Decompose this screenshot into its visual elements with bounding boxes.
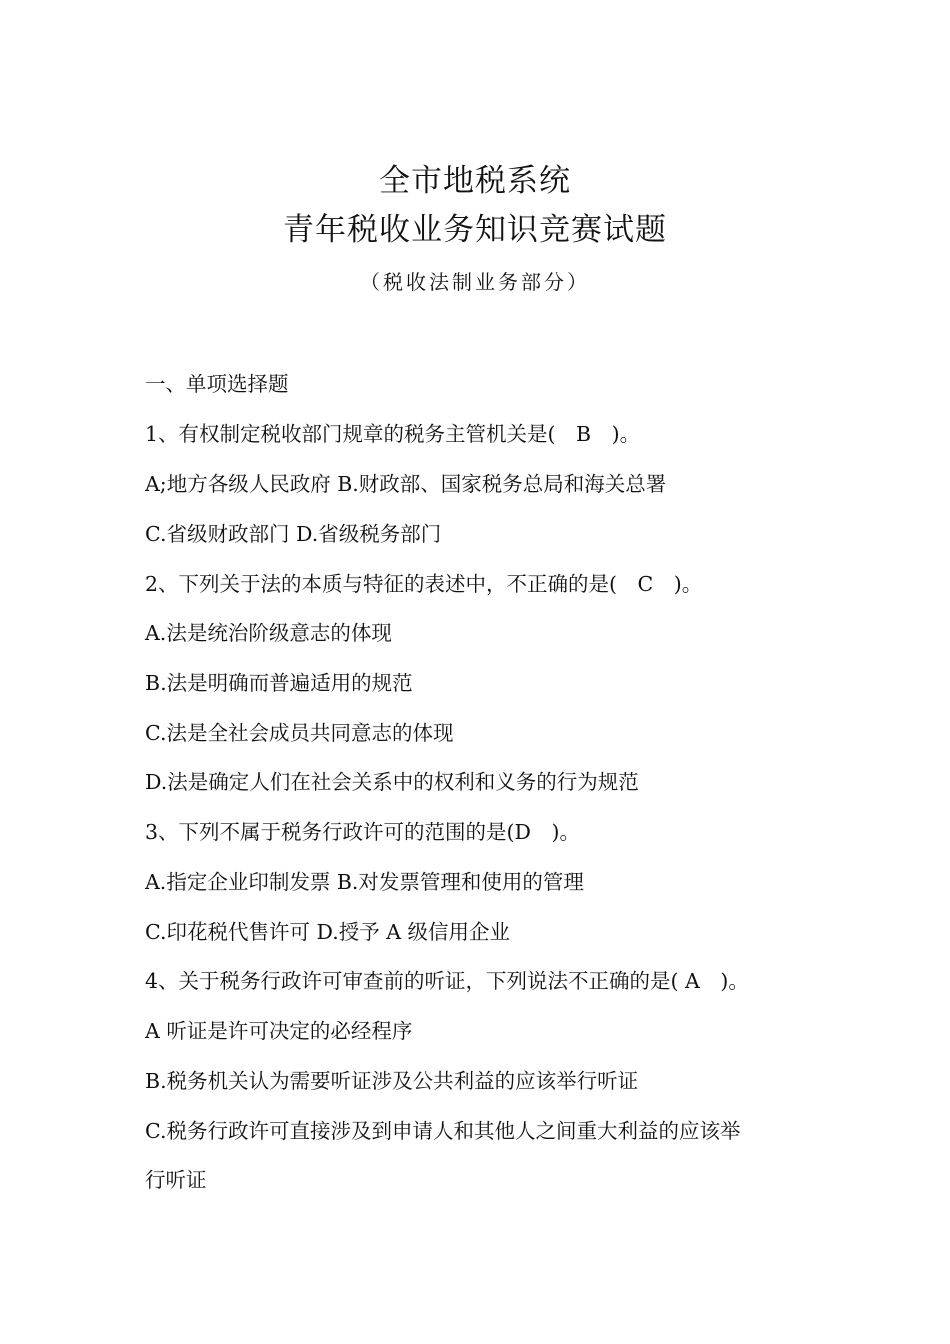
question-2-option-d: D.法是确定人们在社会关系中的权利和义务的行为规范 [145,770,639,794]
question-4-option-c-continued: 行听证 [145,1168,207,1192]
question-4-option-b: B.税务机关认为需要听证涉及公共利益的应该举行听证 [145,1069,639,1093]
question-2-option-b: B.法是明确而普遍适用的规范 [145,671,413,695]
question-4-option-c: C.税务行政许可直接涉及到申请人和其他人之间重大利益的应该举 [145,1119,741,1143]
question-3-stem: 3、下列不属于税务行政许可的范围的是(D )。 [145,820,580,844]
question-4-option-a: A 听证是许可决定的必经程序 [145,1019,413,1043]
document-subtitle: （税收法制业务部分） [360,270,590,294]
question-1-stem: 1、有权制定税收部门规章的税务主管机关是( B )。 [145,422,641,446]
question-1-option-line-1: A;地方各级人民政府 B.财政部、国家税务总局和海关总署 [145,472,667,496]
section-heading: 一、单项选择题 [145,372,289,396]
document-title-line-1: 全市地税系统 [379,163,571,199]
question-2-stem: 2、下列关于法的本质与特征的表述中，不正确的是( C )。 [145,572,703,596]
question-2-option-a: A.法是统治阶级意志的体现 [145,621,392,645]
question-3-option-line-1: A.指定企业印制发票 B.对发票管理和使用的管理 [145,870,584,894]
question-3-option-line-2: C.印花税代售许可 D.授予 A 级信用企业 [145,920,511,944]
question-2-option-c: C.法是全社会成员共同意志的体现 [145,721,454,745]
document-title-line-2: 青年税收业务知识竞赛试题 [283,212,667,248]
question-1-option-line-2: C.省级财政部门 D.省级税务部门 [145,522,442,546]
question-4-stem: 4、关于税务行政许可审查前的听证，下列说法不正确的是( A )。 [145,969,749,993]
